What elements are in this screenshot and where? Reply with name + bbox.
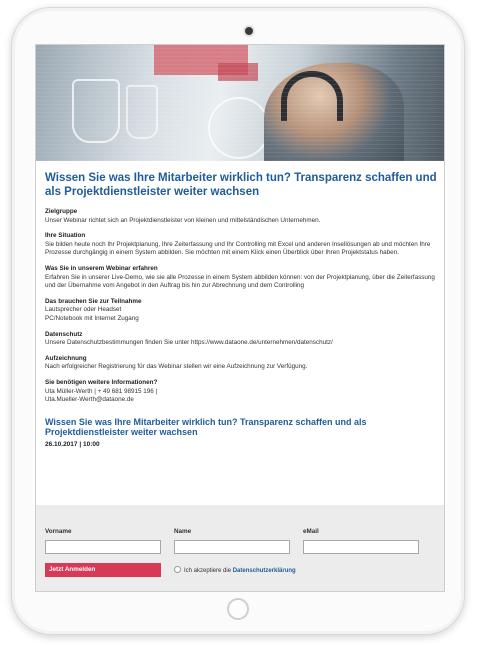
home-button[interactable] <box>227 598 249 620</box>
name-label: Name <box>174 528 192 535</box>
section-text: Sie bilden heute noch Ihr Projektplanung, Ihre Zeiterfassung und Ihr Controlling mit Excel und anderen Insellösungen ab und möchten Ihre Prozesse durchgängig in einem System abbilden. Sie möchten mit einem Klick einen Überblick über Ihren Projektstatus haben. <box>45 240 431 257</box>
info-section <box>45 355 437 372</box>
section-text: Lautsprecher oder Headset <box>45 306 122 314</box>
privacy-link[interactable]: Datenschutzerklärung <box>232 568 296 574</box>
page-title: Wissen Sie was Ihre Mitarbeiter wirklich tun? Transparenz schaffen und als Projektdienstleister weiter wachsen <box>45 172 437 198</box>
info-section <box>45 331 437 348</box>
screen <box>35 44 445 592</box>
email-label: eMail <box>303 528 319 535</box>
section-heading: Sie benötigen weitere Informationen? <box>45 378 158 386</box>
tablet-frame <box>11 7 465 635</box>
webinar-date: 26.10.2017 | 10:00 <box>45 440 100 448</box>
consent-text: Ich akzeptiere die <box>184 568 232 574</box>
section-heading: Zielgruppe <box>45 208 78 215</box>
info-section <box>45 232 437 258</box>
registration-form <box>36 505 444 591</box>
section-text: Unsere Datenschutzbestimmungen finden Sie unter https://www.dataone.de/unternehmen/datenschutz/ <box>45 339 333 347</box>
camera-icon <box>245 27 253 35</box>
section-heading: Was Sie in unserem Webinar erfahren <box>45 264 158 272</box>
section-text: Nach erfolgreicher Registrierung für das Webinar stellen wir eine Aufzeichnung zur Verfügung. <box>45 363 308 371</box>
hero-image <box>36 45 444 161</box>
article-content <box>45 172 437 448</box>
section-text: PC/Notebook mit Internet Zugang <box>45 314 139 322</box>
section-text: Erfahren Sie in unserer Live-Demo, wie sie alle Prozesse in einem System abbilden können: von der Projektplanung, über die Zeiterfassung und der Übernahme vom Angebot in den Auftrag bis hin zur Abrechnung und dem Controlling <box>45 273 435 290</box>
consent-checkbox[interactable] <box>174 566 181 573</box>
info-section <box>45 379 437 405</box>
hero-overlay <box>36 45 444 161</box>
info-sections <box>45 208 437 405</box>
register-button[interactable]: Jetzt Anmelden <box>45 563 161 577</box>
info-section <box>45 208 437 225</box>
webinar-subtitle: Wissen Sie was Ihre Mitarbeiter wirklich tun? Transparenz schaffen und als Projektdienstleister weiter wachsen <box>45 416 367 438</box>
section-heading: Ihre Situation <box>45 232 86 240</box>
consent-row <box>174 566 296 574</box>
section-heading: Datenschutz <box>45 330 83 338</box>
section-text: Unser Webinar richtet sich an Projektdienstleister von kleinen und mittelständischen Unternehmen. <box>45 216 321 224</box>
section-text: Uta.Mueller-Werth@dataone.de <box>45 396 134 404</box>
section-heading: Das brauchen Sie zur Teilnahme <box>45 297 142 305</box>
section-heading: Aufzeichnung <box>45 354 87 362</box>
info-section <box>45 298 437 324</box>
section-text: Uta Müller-Werth | + 49 681 98915 196 | <box>45 387 158 395</box>
name-field[interactable] <box>174 540 290 554</box>
info-section <box>45 265 437 291</box>
vorname-label: Vorname <box>45 528 72 535</box>
vorname-field[interactable] <box>45 540 161 554</box>
email-field[interactable] <box>303 540 419 554</box>
